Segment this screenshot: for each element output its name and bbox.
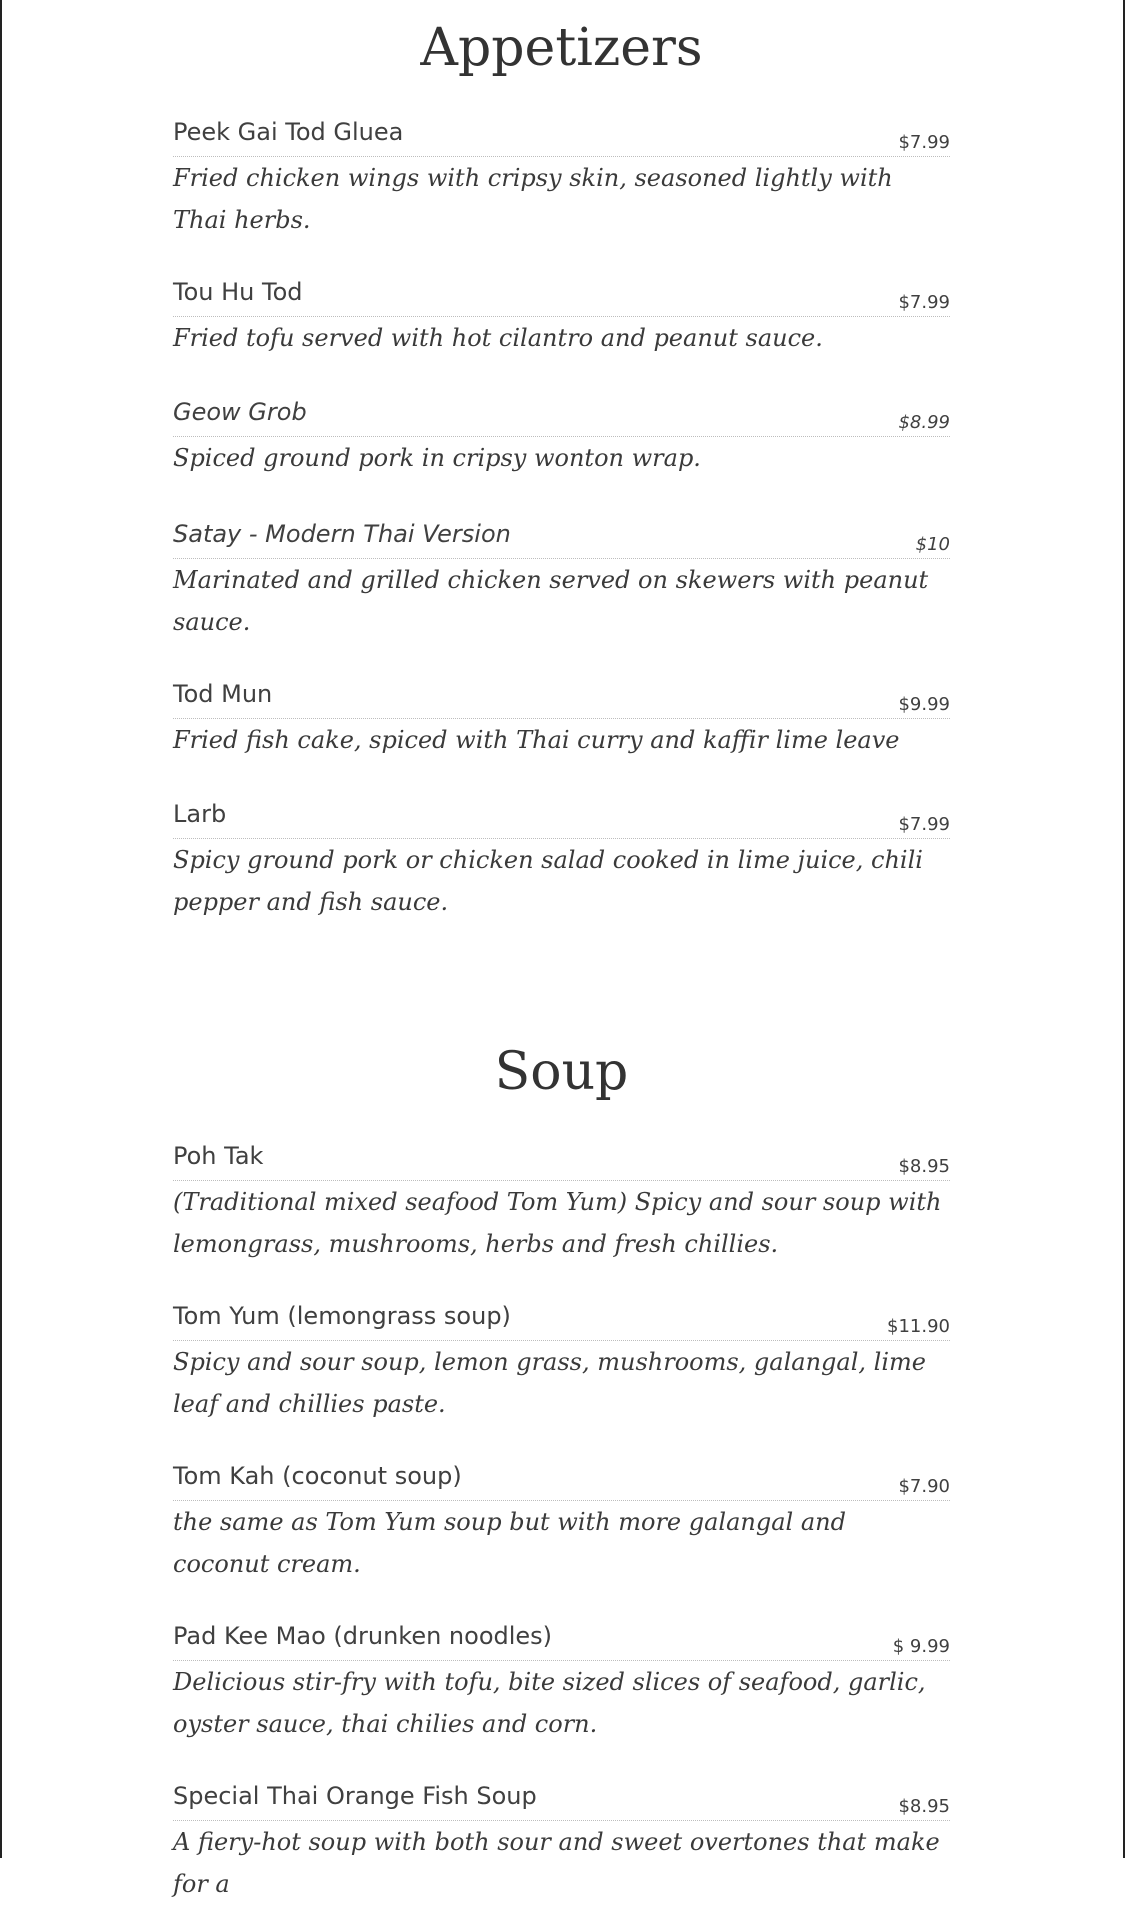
menu-item-name: Special Thai Orange Fish Soup (173, 1782, 545, 1810)
menu-item-description: Spicy ground pork or chicken salad cooked in lime juice, chili pepper and fish sauce. (173, 846, 923, 916)
menu-item-name: Geow Grob (173, 398, 315, 426)
menu-item-description: Spicy and sour soup, lemon grass, mushrooms, galangal, lime leaf and chillies paste. (173, 1348, 926, 1418)
menu-item-header (173, 1782, 950, 1821)
menu-item-description: A fiery-hot soup with both sour and sweet overtones that make for a (173, 1828, 940, 1898)
menu-item (173, 680, 950, 761)
menu-item (173, 1302, 950, 1425)
menu-item (173, 800, 950, 923)
menu-item-name: Larb (173, 800, 234, 828)
menu-item-description: (Traditional mixed seafood Tom Yum) Spicy and sour soup with lemongrass, mushrooms, herbs and fresh chillies. (173, 1188, 942, 1258)
page-border-left (0, 0, 2, 1858)
menu-item (173, 1782, 950, 1905)
menu-item-header (173, 680, 950, 719)
menu-item-price: $7.99 (890, 292, 950, 313)
section-title-soup: Soup (494, 1042, 629, 1102)
menu-item-name: Peek Gai Tod Gluea (173, 118, 411, 146)
menu-item-name: Satay - Modern Thai Version (173, 520, 519, 548)
menu-item-header (173, 520, 950, 559)
section-title-appetizers: Appetizers (420, 18, 703, 78)
menu-item-description: Delicious stir-fry with tofu, bite sized slices of seafood, garlic, oyster sauce, thai chilies and corn. (173, 1668, 926, 1738)
menu-item-price: $10 (908, 534, 950, 555)
menu-item-description: Marinated and grilled chicken served on skewers with peanut sauce. (173, 566, 929, 636)
menu-item-price: $11.90 (879, 1316, 950, 1337)
menu-item-price: $7.99 (890, 814, 950, 835)
menu-item-price: $8.95 (890, 1156, 950, 1177)
menu-item (173, 118, 950, 241)
menu-item (173, 1142, 950, 1265)
menu-item-name: Poh Tak (173, 1142, 271, 1170)
menu-item-description: Fried chicken wings with cripsy skin, seasoned lightly with Thai herbs. (173, 164, 893, 234)
menu-item-header (173, 1302, 950, 1341)
menu-item-header (173, 118, 950, 157)
menu-item (173, 520, 950, 643)
menu-item-header (173, 398, 950, 437)
menu-item-price: $ 9.99 (885, 1636, 950, 1657)
menu-item (173, 1462, 950, 1585)
menu-item-name: Tou Hu Tod (173, 278, 311, 306)
menu-item (173, 1622, 950, 1745)
menu-item-price: $7.90 (890, 1476, 950, 1497)
menu-item-description: Fried tofu served with hot cilantro and peanut sauce. (173, 324, 823, 352)
menu-item-description: Spiced ground pork in cripsy wonton wrap. (173, 444, 701, 472)
menu-item-header (173, 1462, 950, 1501)
menu-item (173, 398, 950, 479)
menu-item-header (173, 800, 950, 839)
menu-item-name: Tod Mun (173, 680, 280, 708)
menu-item-header (173, 1142, 950, 1181)
menu-item-price: $8.95 (890, 1796, 950, 1817)
menu-item (173, 278, 950, 359)
menu-item-price: $7.99 (890, 132, 950, 153)
menu-item-description: Fried fish cake, spiced with Thai curry and kaffir lime leave (173, 726, 900, 754)
menu-item-description: the same as Tom Yum soup but with more galangal and coconut cream. (173, 1508, 846, 1578)
menu-item-header (173, 1622, 950, 1661)
menu-item-name: Tom Yum (lemongrass soup) (173, 1302, 519, 1330)
menu-item-header (173, 278, 950, 317)
menu-item-name: Tom Kah (coconut soup) (173, 1462, 470, 1490)
menu-item-name: Pad Kee Mao (drunken noodles) (173, 1622, 560, 1650)
menu-item-price: $8.99 (890, 412, 950, 433)
menu-item-price: $9.99 (890, 694, 950, 715)
